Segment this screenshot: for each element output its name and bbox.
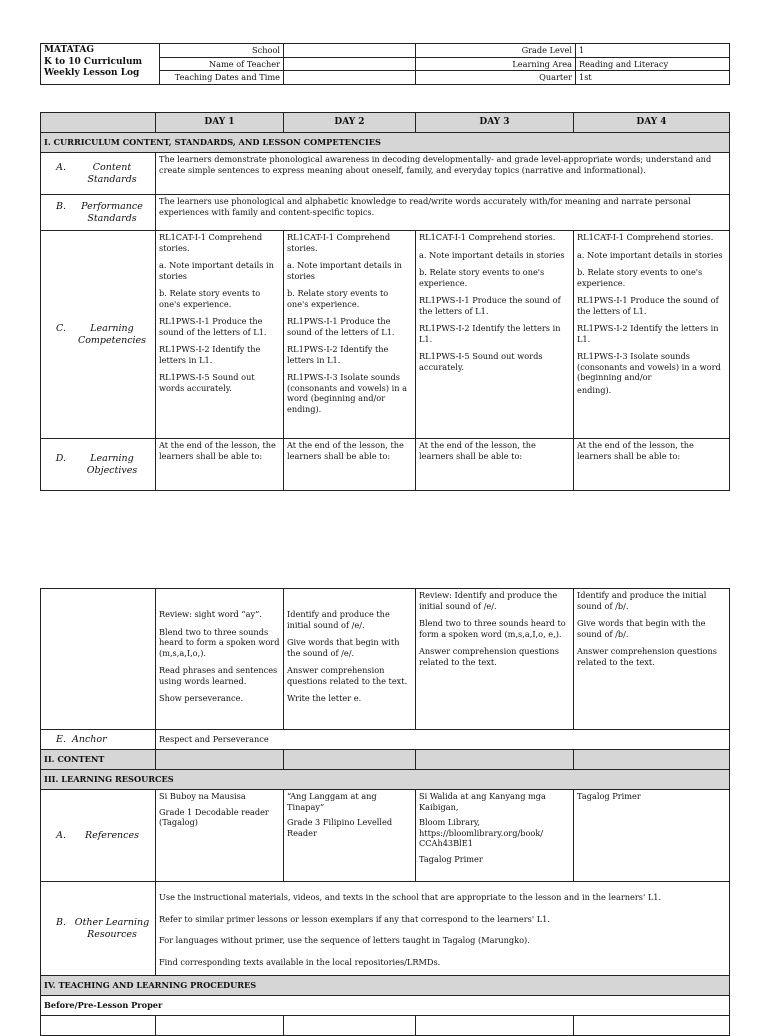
before-lesson-day1 bbox=[156, 1016, 284, 1036]
objective-item: Identify and produce the initial sound of /b/. bbox=[577, 590, 707, 611]
label-number: B. bbox=[55, 916, 66, 928]
competency-item: RL1PWS-I-2 Identify the letters in L1. bbox=[419, 323, 561, 344]
lesson-log-title bbox=[41, 44, 160, 85]
objective-item: Give words that begin with the sound of /e/. bbox=[287, 637, 400, 658]
before-lesson-day2 bbox=[284, 1016, 416, 1036]
title-line: MATATAG bbox=[44, 45, 95, 55]
reference-item: Si Walida at ang Kanyang mga Kaibigan, bbox=[419, 791, 546, 812]
references-day4 bbox=[574, 790, 730, 882]
objective-item: Review: Identify and produce the initial sound of /e/. bbox=[419, 590, 558, 611]
content-day2 bbox=[284, 750, 416, 770]
performance-standards-text: The learners use phonological and alphabetic knowledge to read/write words accurately with/for meaning and narrate personal experiences with family and content-specific topics. bbox=[156, 195, 730, 231]
competencies-day1 bbox=[156, 231, 284, 439]
learning-area-label: Learning Area bbox=[416, 57, 576, 71]
day-header: DAY 2 bbox=[284, 113, 416, 133]
competency-item: RL1CAT-I-1 Comprehend stories. bbox=[159, 232, 263, 253]
competency-item: RL1PWS-I-1 Produce the sound of the letters of L1. bbox=[159, 316, 267, 337]
objective-item: Blend two to three sounds heard to form a spoken word (m,s,a,I,o,). bbox=[159, 626, 280, 658]
teacher-value bbox=[284, 57, 416, 71]
competencies-day3 bbox=[416, 231, 574, 439]
resource-line: Refer to similar primer lessons or lesson exemplars if any that correspond to the learners' L1. bbox=[159, 913, 550, 924]
competency-item: RL1CAT-I-1 Comprehend stories. bbox=[287, 232, 391, 253]
label-number: D. bbox=[55, 452, 66, 464]
competency-item: RL1PWS-I-1 Produce the sound of the letters of L1. bbox=[577, 295, 719, 316]
references-day3 bbox=[416, 790, 574, 882]
before-lesson-title: Before/Pre-Lesson Proper bbox=[41, 996, 730, 1016]
competency-item: b. Relate story events to one's experience. bbox=[419, 267, 545, 288]
objectives-day3: At the end of the lesson, the learners shall be able to: bbox=[416, 439, 574, 491]
competency-item: RL1PWS-I-5 Sound out words accurately. bbox=[419, 351, 543, 372]
objectives-day1: At the end of the lesson, the learners shall be able to: bbox=[156, 439, 284, 491]
resource-line: Find corresponding texts available in the local repositories/LRMDs. bbox=[159, 956, 441, 967]
objective-details-day4 bbox=[574, 589, 730, 730]
objective-item: Blend two to three sounds heard to form a spoken word (m,s,a,I,o, e,). bbox=[419, 618, 566, 639]
competency-item: RL1PWS-I-3 Isolate sounds (consonants and vowels) in a word (beginning and/or ending). bbox=[287, 372, 408, 414]
label-text: Performance Standards bbox=[81, 200, 143, 224]
competency-item: a. Note important details in stories bbox=[159, 260, 274, 281]
teaching-dates-value bbox=[284, 71, 416, 85]
label-text: Learning Competencies bbox=[77, 322, 147, 346]
competency-item: b. Relate story events to one's experience. bbox=[287, 288, 389, 309]
label-number: A. bbox=[56, 161, 66, 173]
competency-item: a. Note important details in stories bbox=[577, 249, 723, 260]
procedures-section-title: IV. TEACHING AND LEARNING PROCEDURES bbox=[41, 976, 730, 996]
resources-section-title: III. LEARNING RESOURCES bbox=[41, 770, 730, 790]
other-resources-label bbox=[41, 882, 156, 976]
learning-objectives-label bbox=[41, 439, 156, 491]
objective-details-day3 bbox=[416, 589, 574, 730]
reference-link[interactable]: Bloom Library, https://bloomlibrary.org/book/ CCAh43BlE1 bbox=[419, 817, 544, 848]
reference-item: Si Buboy na Mausisa bbox=[159, 791, 246, 801]
content-day4 bbox=[574, 750, 730, 770]
learning-area-value: Reading and Literacy bbox=[576, 57, 730, 71]
competency-item: RL1PWS-I-3 Isolate sounds (consonants and vowels) in a word (beginning and/or bbox=[577, 351, 721, 382]
teaching-dates-label: Teaching Dates and Time bbox=[160, 71, 284, 85]
reference-item: Grade 3 Filipino Levelled Reader bbox=[287, 817, 393, 838]
references-day1 bbox=[156, 790, 284, 882]
objective-item: Show perseverance. bbox=[159, 693, 244, 703]
day-header: DAY 4 bbox=[574, 113, 730, 133]
anchor-label bbox=[41, 730, 156, 750]
competencies-day4 bbox=[574, 231, 730, 439]
reference-item: Tagalog Primer bbox=[577, 791, 641, 801]
section-title: I. CURRICULUM CONTENT, STANDARDS, AND LESSON COMPETENCIES bbox=[41, 133, 730, 153]
competency-item: b. Relate story events to one's experience. bbox=[159, 288, 261, 309]
objective-item: Identify and produce the initial sound of /e/. bbox=[287, 609, 390, 630]
objective-item: Read phrases and sentences using words learned. bbox=[159, 665, 278, 686]
content-standards-label bbox=[41, 153, 156, 195]
day-header: DAY 3 bbox=[416, 113, 574, 133]
before-lesson-day3 bbox=[416, 1016, 574, 1036]
performance-standards-label bbox=[41, 195, 156, 231]
references-day2 bbox=[284, 790, 416, 882]
label-number: A. bbox=[56, 829, 66, 841]
objective-item: Write the letter e. bbox=[287, 693, 362, 703]
resource-line: Use the instructional materials, videos, and texts in the school that are appropriate to the lesson and in the learners' L1. bbox=[159, 892, 662, 902]
references-label bbox=[41, 790, 156, 882]
reference-item: Tagalog Primer bbox=[419, 853, 483, 864]
competency-item: RL1PWS-I-1 Produce the sound of the letters of L1. bbox=[419, 295, 561, 316]
lesson-table-top bbox=[40, 112, 730, 491]
before-lesson-label bbox=[41, 1016, 156, 1036]
objective-item: Answer comprehension questions related to the text. bbox=[287, 665, 408, 686]
competency-item: RL1PWS-I-2 Identify the letters in L1. bbox=[577, 323, 719, 344]
label-text: Anchor bbox=[72, 733, 107, 745]
competencies-day2 bbox=[284, 231, 416, 439]
objective-item: Answer comprehension questions related to the text. bbox=[577, 646, 717, 667]
competency-item: RL1PWS-I-2 Identify the letters in L1. bbox=[159, 344, 261, 365]
other-resources-text bbox=[156, 882, 730, 976]
title-line: K to 10 Curriculum bbox=[44, 56, 143, 67]
competency-item: RL1CAT-I-1 Comprehend stories. bbox=[419, 232, 556, 242]
objective-details-day2 bbox=[284, 589, 416, 730]
competency-item: RL1PWS-I-1 Produce the sound of the letters of L1. bbox=[287, 316, 395, 337]
reference-item: Grade 1 Decodable reader (Tagalog) bbox=[159, 806, 269, 827]
content-standards-text: The learners demonstrate phonological awareness in decoding developmentally- and grade level-appropriate words; understand and create simple sentences to express meaning about oneself, family, and everyday topics (narrative and informational). bbox=[156, 153, 730, 195]
anchor-value: Respect and Perseverance bbox=[156, 730, 730, 750]
content-day3 bbox=[416, 750, 574, 770]
objectives-day4: At the end of the lesson, the learners shall be able to: bbox=[574, 439, 730, 491]
content-day1 bbox=[156, 750, 284, 770]
quarter-value: 1st bbox=[576, 71, 730, 85]
competency-item: a. Note important details in stories bbox=[419, 249, 565, 260]
lesson-table-bottom bbox=[40, 588, 730, 1036]
header-table bbox=[40, 43, 730, 85]
content-section-title: II. CONTENT bbox=[41, 750, 156, 770]
competency-item: RL1PWS-I-2 Identify the letters in L1. bbox=[287, 344, 389, 365]
school-value bbox=[284, 44, 416, 58]
competency-item: ending). bbox=[577, 384, 612, 395]
objective-details-day1 bbox=[156, 589, 284, 730]
label-text: Other Learning Resources bbox=[74, 916, 150, 940]
resource-line: For languages without primer, use the sequence of letters taught in Tagalog (Marungko). bbox=[159, 935, 530, 945]
label-text: References bbox=[84, 829, 139, 841]
label-number: E. bbox=[56, 733, 66, 745]
grade-level-label: Grade Level bbox=[416, 44, 576, 58]
quarter-label: Quarter bbox=[416, 71, 576, 85]
competency-item: RL1PWS-I-5 Sound out words accurately. bbox=[159, 372, 255, 393]
before-lesson-day4 bbox=[574, 1016, 730, 1036]
day-header: DAY 1 bbox=[156, 113, 284, 133]
competency-item: a. Note important details in stories bbox=[287, 260, 402, 281]
objectives-continued-label bbox=[41, 589, 156, 730]
learning-competencies-label bbox=[41, 231, 156, 439]
objectives-day2: At the end of the lesson, the learners shall be able to: bbox=[284, 439, 416, 491]
title-line: Weekly Lesson Log bbox=[44, 68, 140, 78]
objective-item: Give words that begin with the sound of /b/. bbox=[577, 618, 706, 639]
competency-item: RL1CAT-I-1 Comprehend stories. bbox=[577, 232, 714, 242]
reference-item: “Ang Langgam at ang Tinapay” bbox=[287, 791, 377, 812]
objective-item: Answer comprehension questions related to the text. bbox=[419, 646, 559, 667]
competency-item: b. Relate story events to one's experience. bbox=[577, 267, 703, 288]
label-text: Learning Objectives bbox=[86, 452, 138, 476]
day-header-blank bbox=[41, 113, 156, 133]
teacher-label: Name of Teacher bbox=[160, 57, 284, 71]
objective-item: Review: sight word “ay”. bbox=[159, 609, 262, 619]
school-label: School bbox=[160, 44, 284, 58]
label-number: B. bbox=[55, 200, 66, 212]
label-number: C. bbox=[56, 322, 66, 334]
grade-level-value: 1 bbox=[576, 44, 730, 58]
label-text: Content Standards bbox=[87, 161, 137, 185]
